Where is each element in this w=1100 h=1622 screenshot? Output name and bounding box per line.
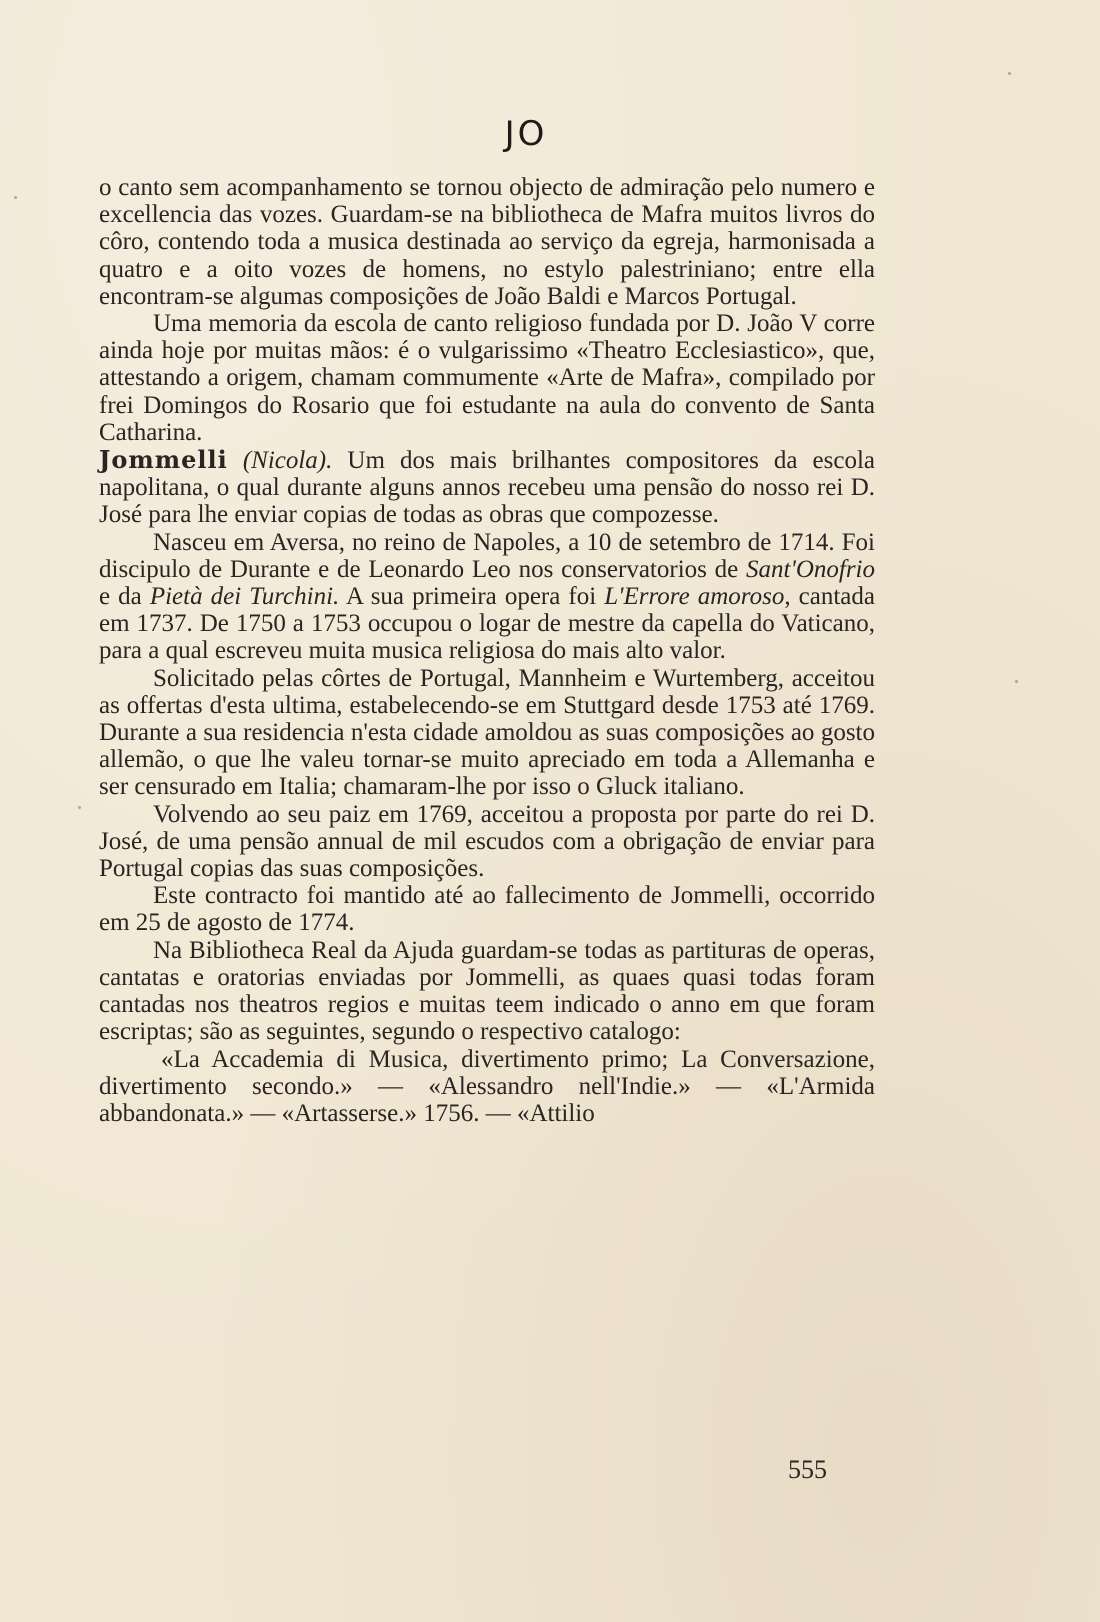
p4-italic-3: L'Errore amoroso	[604, 583, 785, 611]
entry-text: Um dos mais brilhantes compositores da escola napolitana, o qual durante alguns annos recebeu uma pensão do nosso rei D. José para lhe enviar copias de todas as obras que compozesse.	[99, 447, 875, 529]
p4-text-1: Nasceu em Aversa, no reino de Napoles, a 10 de setembro de 1714. Foi discipulo de Durante e de Leonardo Leo nos conservatorios de	[99, 528, 875, 583]
entry-forename: (Nicola).	[242, 447, 333, 475]
entry-headword: Jommelli	[99, 445, 228, 475]
page-number: 555	[788, 1455, 827, 1484]
paragraph-7: Este contracto foi mantido até ao fallecimento de Jommelli, occorrido em 25 de agosto de 1774.	[99, 882, 875, 937]
paragraph-1: o canto sem acompanhamento se tornou objecto de admiração pelo numero e excellencia das vozes. Guardam-se na bibliotheca de Mafra muitos livros do côro, contendo toda a musica destinada ao serviço da egreja, harmonisada a quatro e a oito vozes de homens, no estylo palestriniano; entre ella encontram-se algumas composições de João Baldi e Marcos Portugal.	[99, 174, 875, 310]
paragraph-8: Na Bibliotheca Real da Ajuda guardam-se todas as partituras de operas, cantatas e oratorias enviadas por Jommelli, as quaes quasi todas foram cantadas nos theatros regios e muitas teem indicado o anno em que foram escriptas; são as seguintes, segundo o respectivo catalogo:	[99, 936, 875, 1046]
paragraph-4	[99, 529, 875, 665]
paper-speck	[1015, 680, 1018, 683]
body-text	[99, 174, 875, 1127]
paragraph-5: Solicitado pelas côrtes de Portugal, Mannheim e Wurtemberg, acceitou as offertas d'esta ultima, estabelecendo-se em Stuttgard desde 1753 até 1769. Durante a sua residencia n'esta cidade amoldou as suas composições ao gosto allemão, o que lhe valeu tornar-se muito apreciado em toda a Allemanha e ser censurado em Italia; chamaram-lhe por isso o Gluck italiano.	[99, 664, 875, 801]
paper-speck	[78, 806, 81, 809]
p4-italic-2: Pietà dei Turchini.	[149, 583, 340, 611]
paper-speck	[1008, 72, 1011, 75]
p4-text-3: A sua primeira opera foi	[339, 583, 605, 611]
paper-speck	[14, 196, 17, 199]
paragraph-2: Uma memoria da escola de canto religioso fundada por D. João V corre ainda hoje por muitas mãos: é o vulgarissimo «Theatro Ecclesiastico», que, attestando a origem, chamam commumente «Arte de Mafra», compilado por frei Domingos do Rosario que foi estudante na aula do convento de Santa Catharina.	[99, 310, 875, 446]
paragraph-9: «La Accademia di Musica, divertimento primo; La Conversazione, divertimento secondo.» — «Alessandro nell'Indie.» — «L'Armida abbandonata.» — «Artasserse.» 1756. — «Attilio	[99, 1045, 875, 1127]
running-head: JO	[504, 114, 548, 154]
p4-text-4: , cantada em 1737. De 1750 a 1753 occupou o logar de mestre da capella do Vaticano, para a qual escreveu muita musica religiosa do mais alto valor.	[99, 583, 875, 665]
p4-italic-1: Sant'Onofrio	[746, 555, 875, 583]
paragraph-entry-jommelli	[99, 446, 875, 529]
p4-text-2: e da	[99, 583, 150, 611]
paragraph-6: Volvendo ao seu paiz em 1769, acceitou a proposta por parte do rei D. José, de uma pensão annual de mil escudos com a obrigação de enviar para Portugal copias das suas composições.	[99, 800, 875, 883]
